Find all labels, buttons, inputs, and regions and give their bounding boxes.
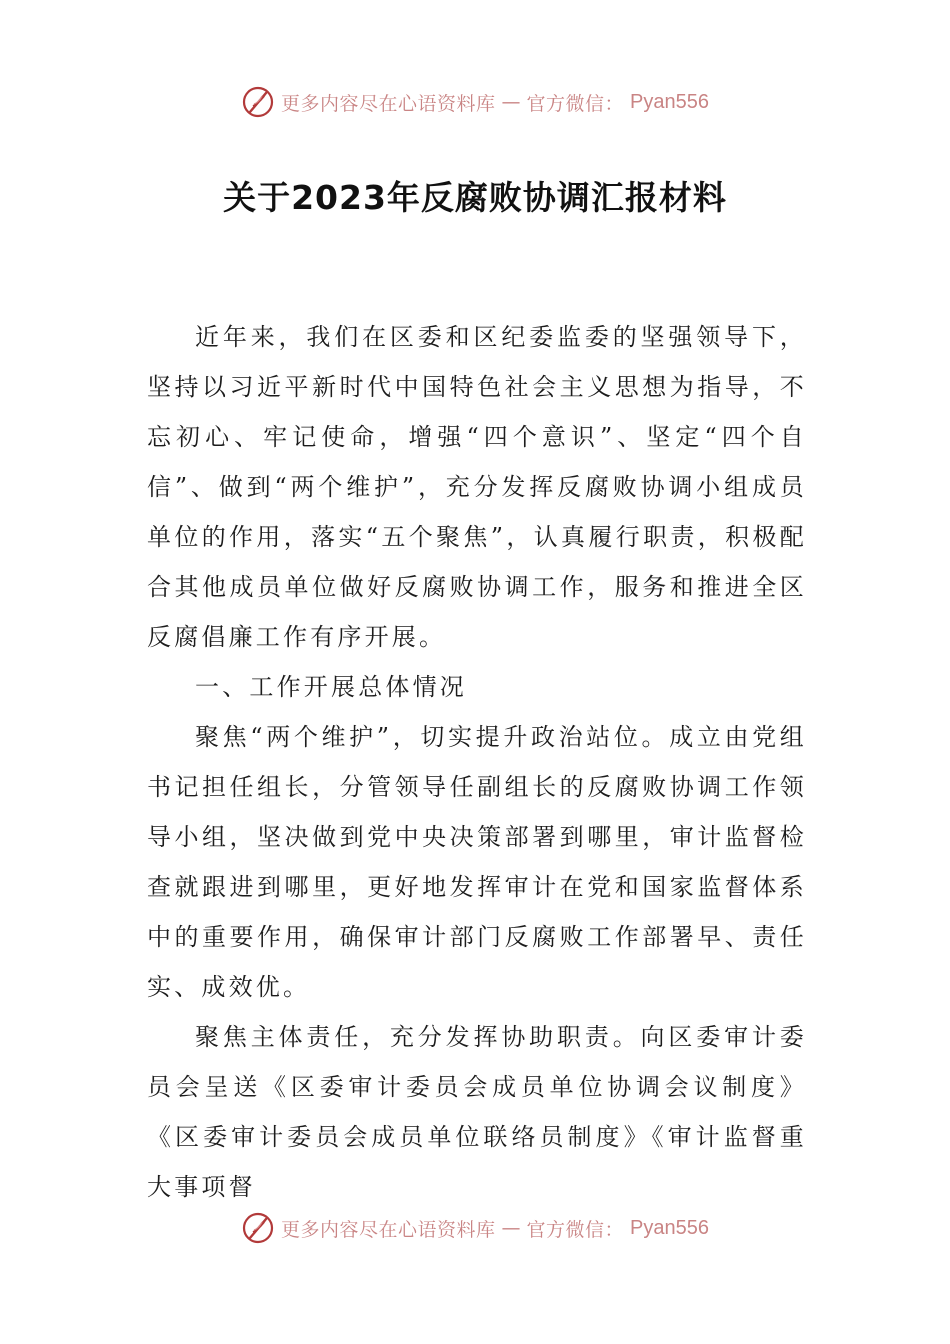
watermark-separator: — xyxy=(501,91,521,113)
watermark-wechat-id: Pyan556 xyxy=(630,1216,709,1239)
watermark-separator: — xyxy=(501,1217,521,1239)
document-title: 关于2023年反腐败协调汇报材料 xyxy=(223,178,727,217)
document-body xyxy=(147,312,807,1212)
watermark-text: 更多内容尽在心语资料库 xyxy=(281,1218,496,1241)
watermark-label: 官方微信： xyxy=(526,92,625,115)
watermark-text: 更多内容尽在心语资料库 xyxy=(281,92,496,115)
paragraph-political: 聚焦“两个维护”，切实提升政治站位。成立由党组书记担任组长，分管领导任副组长的反腐败协调工作领导小组，坚决做到党中央决策部署到哪里，审计监督检查就跟进到哪里，更好地发挥审计在党和国家监督体系中的重要作用，确保审计部门反腐败工作部署早、责任实、成效优。 xyxy=(147,723,807,1001)
watermark-footer xyxy=(0,1208,950,1248)
watermark-label: 官方微信： xyxy=(526,1218,625,1241)
section-heading: 一、工作开展总体情况 xyxy=(195,673,467,701)
watermark-header xyxy=(0,82,950,122)
quill-logo-icon xyxy=(241,1211,275,1245)
watermark-wechat-id: Pyan556 xyxy=(630,90,709,113)
paragraph-intro: 近年来，我们在区委和区纪委监委的坚强领导下，坚持以习近平新时代中国特色社会主义思想为指导，不忘初心、牢记使命，增强“四个意识”、坚定“四个自信”、做到“两个维护”，充分发挥反腐败协调小组成员单位的作用，落实“五个聚焦”，认真履行职责，积极配合其他成员单位做好反腐败协调工作，服务和推进全区反腐倡廉工作有序开展。 xyxy=(147,323,807,651)
paragraph-responsibility: 聚焦主体责任，充分发挥协助职责。向区委审计委员会呈送《区委审计委员会成员单位协调会议制度》《区委审计委员会成员单位联络员制度》《审计监督重大事项督 xyxy=(147,1023,807,1201)
quill-logo-icon xyxy=(241,85,275,119)
